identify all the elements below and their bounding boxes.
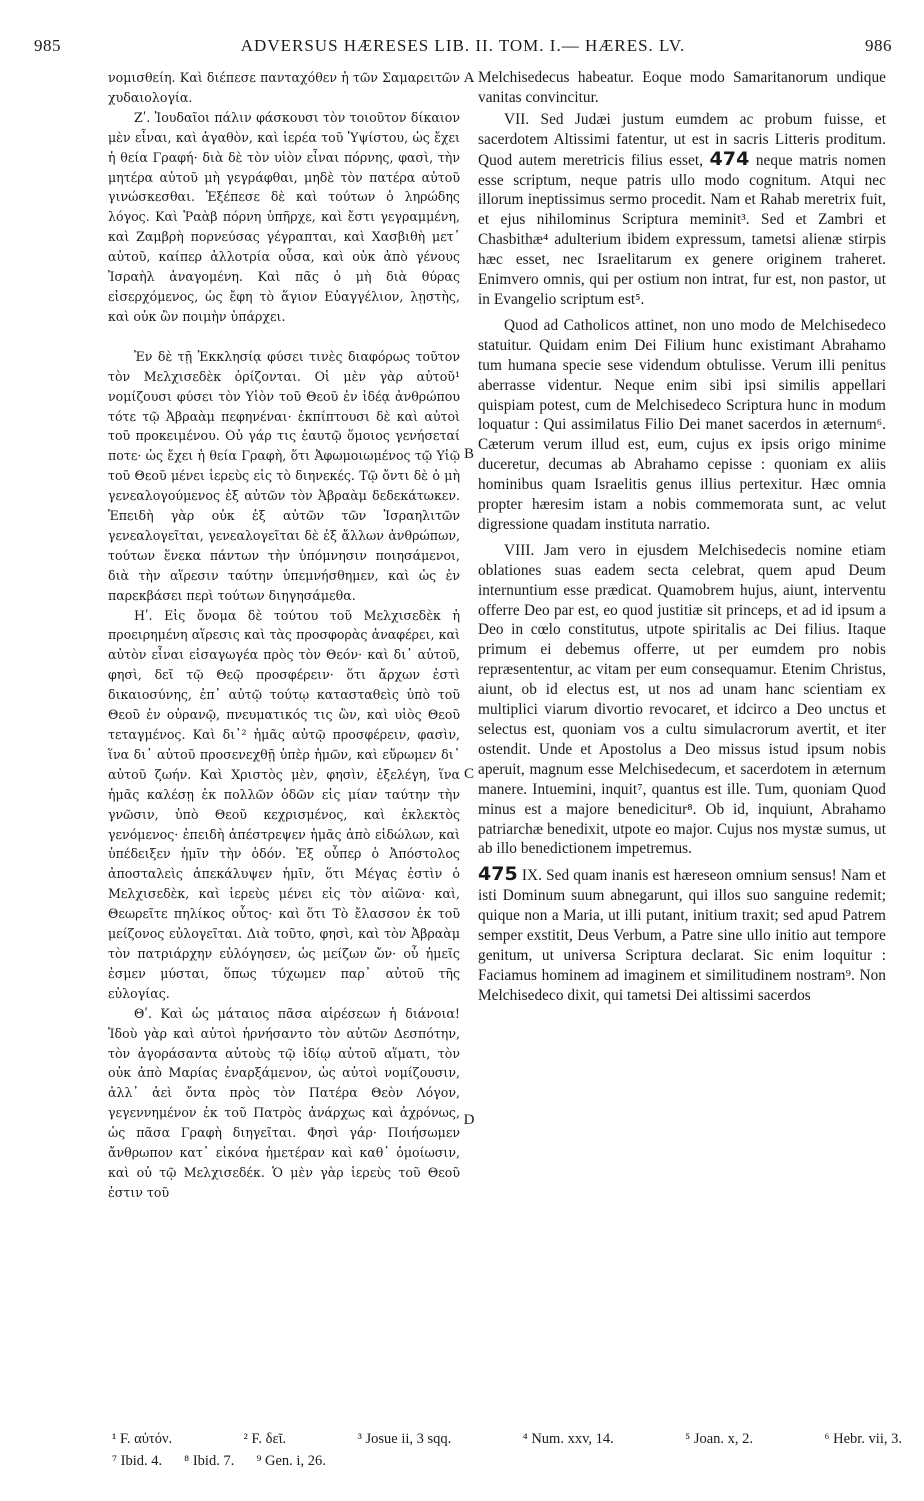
greek-paragraph: Ηʹ. Εἰς ὄνομα δὲ τούτου τοῦ Μελχισεδὲκ ἡ προειρημένη αἵρεσις καὶ τὰς προσφορὰς ἀναφέρει, καὶ αὐτὸν εἶναι εἰσαγωγέα πρὸς τὸν Θεόν· καὶ δι᾽ αὐτοῦ, φησὶ, δεῖ τῷ Θεῷ προσφέρειν· ὅτι ἄρχων ἐστὶ δικαιοσύνης, ἐπ᾽ αὐτῷ τούτῳ κατασταθεὶς ὑπὸ τοῦ Θεοῦ ἐν οὐρανῷ, πνευματικός τις ὢν, καὶ υἱὸς Θεοῦ τεταγμένος. Καὶ δι᾽² ἡμᾶς αὐτῷ προσφέρειν, φασὶν, ἵνα δι᾽ αὐτοῦ προσενεχθῇ ὑπὲρ ἡμῶν, καὶ εὕρωμεν δι᾽ αὐτοῦ ζωήν. Καὶ Χριστὸς μὲν, φησὶν, ἐξελέγη, ἵνα ἡμᾶς καλέσῃ ἐκ πολλῶν ὁδῶν εἰς μίαν ταύτην τὴν γνῶσιν, ὑπὸ Θεοῦ κεχρισμένος, καὶ ἐκλεκτὸς γενόμενος· ἐπειδὴ ἀπέστρεψεν ἡμᾶς ἀπὸ εἰδώλων, καὶ ὑπέδειξεν ἡμῖν τὴν ὁδόν. Ἐξ οὗπερ ὁ Ἀπόστολος ἀποσταλεὶς ἀπεκάλυψεν ἡμῖν, ὅτι Μέγας ἐστὶν ὁ Μελχισεδὲκ, καὶ ἱερεὺς μένει εἰς τὸν αἰῶνα· καὶ, Θεωρεῖτε πηλίκος οὗτος· καὶ ὅτι Τὸ ἔλασσον ἐκ τοῦ μείζονος εὐλογεῖται. Διὰ τοῦτο, φησὶ, καὶ τὸν Ἀβραὰμ τὸν πατριάρχην εὐλόγησεν, ὡς μείζων ὤν· οὗ ἡμεῖς ἐσμεν μύσται, ὅπως τύχωμεν παρ᾽ αὐτοῦ τῆς εὐλογίας.	[108, 607, 460, 1001]
footnote: ³ Josue ii, 3 sqq.	[357, 1431, 452, 1447]
margin-marker-b: B	[463, 446, 474, 462]
footnote: ⁹ Gen. i, 26.	[256, 1453, 326, 1469]
latin-paragraph-text: neque matris nomen esse scriptum, neque patris ullo modo cognitum. Atqui nec illorum ineptissimus sermo procedit. Nam et Rahab meretrix fuit, et ejus nihilominus Scriptura meminit³. Sed et Zambri et Chasbithæ⁴ adulterium ibidem expressum, tametsi alienæ stirpis hæc esset, nec Israelitarum ex genere originem traheret. Enimvero omnis, qui per ostium non intrat, fur est, non pastor, ut in Evangelio scriptum est⁵.	[478, 151, 887, 308]
edition-page-number: 474	[709, 147, 750, 170]
footnote: ² F. δεῖ.	[243, 1431, 287, 1447]
margin-markers	[460, 0, 478, 1501]
latin-paragraph: Melchisedecus habeatur. Eoque modo Samaritanorum undique vanitas convincitur.	[478, 69, 886, 106]
footnote: ⁵ Joan. x, 2.	[685, 1431, 754, 1447]
footnote: ⁷ Ibid. 4.	[112, 1453, 163, 1469]
footnotes	[112, 1428, 902, 1472]
greek-paragraph: νομισθείη. Καὶ διέπεσε πανταχόθεν ἡ τῶν Σαμαρειτῶν χυδαιολογία.	[108, 70, 460, 105]
latin-paragraph: VIII. Jam vero in ejusdem Melchisedecis nomine etiam oblationes suas eadem secta celebrat, quem apud Deum internuntium esse prædicat. Quamobrem hujus, aiunt, interventu offerre Deo par est, eo quod justitiæ sit princeps, et ad id ipsum a Deo in cœlo constitutus, utpote spiritalis ac Dei filius. Itaque primum ei debemus offerre, ut per eumdem pro nobis repræsententur, ac vitam per eum consequamur. Etenim Christus, aiunt, ob id electus est, ut nos ad unam hanc scientiam ex multiplici viarum divortio revocaret, et idcirco a Deo unctus et selectus est, quoniam vos a cultu simulacrorum avertit, et iter ostendit. Unde et Apostolus a Deo missus istud ipsum nobis aperuit, magnum esse Melchisedecum, et sacerdotem in æternum manere. Intuemini, inquit⁷, quantus est ille. Tum, quoniam Quod minus est a majore benedicitur⁸. Ob id, inquiunt, Abrahamo patriarchæ benedixit, utpote eo major. Cujus nos mystæ sumus, ut ab illo benedictionem impetremus.	[478, 541, 886, 858]
latin-paragraph-text: VII. Sed Judæi justum eumdem ac probum fuisse, et sacerdotem Altissimi fatentur, ut est in sacris Litteris proditum. Quod autem meretricis filius esset,	[478, 110, 886, 169]
greek-column	[108, 68, 460, 1203]
footnote: ⁶ Hebr. vii, 3.	[824, 1431, 902, 1447]
latin-paragraph	[478, 865, 886, 1005]
footnote-row	[112, 1450, 902, 1472]
footnote: ¹ F. αὐτόν.	[112, 1431, 173, 1447]
greek-paragraph: Ζʹ. Ἰουδαῖοι πάλιν φάσκουσι τὸν τοιοῦτον δίκαιον μὲν εἶναι, καὶ ἀγαθὸν, καὶ ἱερέα τοῦ Ὑψίστου, ὡς ἔχει ἡ θεία Γραφή· διὰ δὲ τὸν υἱὸν εἶναι πόρνης, φασὶ, τὴν μητέρα αὐτοῦ μὴ γεγράφθαι, μηδὲ τὸν πατέρα αὐτοῦ γινώσκεσθαι. Ἐξέπεσε δὲ καὶ τούτων ὁ ληρώδης λόγος. Καὶ Ῥαὰβ πόρνη ὑπῆρχε, καὶ ἔστι γεγραμμένη, καὶ Ζαμβρὴ πορνεύσας γέγραπται, καὶ Χασβιθὴ μετ᾽ αὐτοῦ, καίπερ ἀλλοτρία οὖσα, καὶ οὐκ ἀπὸ γένους Ἰσραὴλ ἀναγομένη. Καὶ πᾶς ὁ μὴ διὰ θύρας εἰσερχόμενος, ὡς ἔφη τὸ ἅγιον Εὐαγγέλιον, λῃστὴς, καὶ οὐκ ὢν ποιμὴν ὑπάρχει.	[108, 109, 460, 324]
margin-marker-d: D	[463, 1112, 475, 1128]
footnote: ⁴ Num. xxv, 14.	[522, 1431, 614, 1447]
latin-paragraph	[478, 110, 886, 310]
page-number-left: 985	[34, 36, 61, 55]
edition-page-number: 475	[478, 863, 518, 886]
margin-marker-c: C	[463, 766, 474, 782]
footnote: ⁸ Ibid. 7.	[184, 1453, 235, 1469]
footnote-row	[112, 1428, 902, 1450]
running-title: ADVERSUS HÆRESES LIB. II. TOM. I.— HÆRES. LV.	[240, 36, 686, 55]
greek-paragraph: Ἐν δὲ τῇ Ἐκκλησίᾳ φύσει τινὲς διαφόρως τοῦτον τὸν Μελχισεδὲκ ὁρίζονται. Οἱ μὲν γὰρ αὐτοῦ¹ νομίζουσι φύσει τὸν Υἱὸν τοῦ Θεοῦ ἐν ἰδέᾳ ἀνθρώπου τότε τῷ Ἀβραὰμ πεφηνέναι· ἐκπίπτουσι δὲ καὶ αὐτοὶ τοῦ προκειμένου. Οὐ γάρ τις ἑαυτῷ ὅμοιος γενήσεταί ποτε· ὡς ἔχει ἡ θεία Γραφὴ, ὅτι Ἀφωμοιωμένος τῷ Υἱῷ τοῦ Θεοῦ μένει ἱερεὺς εἰς τὸ διηνεκές. Τῷ ὄντι δὲ ὁ μὴ γενεαλογούμενος ἐξ αὐτῶν τὸν Ἀβραὰμ δεδεκάτωκεν. Ἐπειδὴ γὰρ οὐκ ἐξ αὐτῶν τῶν Ἰσραηλιτῶν γενεαλογεῖται, γενεαλογεῖται δὲ ἐξ ἄλλων ἀνθρώπων, τούτων ἕνεκα πάντων τὴν ὑπόμνησιν ποιησάμενοι, διὰ τὴν αἵρεσιν ταύτην ὑπεμνήσθημεν, καὶ ὡς ἐν παρεκβάσει περὶ τούτων διηγησάμεθα.	[108, 348, 460, 603]
latin-column	[478, 68, 886, 1006]
greek-paragraph: Θʹ. Καὶ ὡς μάταιος πᾶσα αἱρέσεων ἡ διάνοια! Ἰδοὺ γὰρ καὶ αὐτοὶ ἠρνήσαντο τὸν αὐτῶν Δεσπότην, τὸν ἀγοράσαντα αὐτοὺς τῷ ἰδίῳ αὐτοῦ αἵματι, τὸν οὐκ ἀπὸ Μαρίας ἐναρξάμενον, ὡς αὐτοὶ νομίζουσιν, ἀλλ᾽ ἀεὶ ὄντα πρὸς τὸν Πατέρα Θεὸν Λόγον, γεγεννημένον ἐκ τοῦ Πατρὸς ἀνάρχως καὶ ἀχρόνως, ὡς πᾶσα Γραφὴ διηγεῖται. Φησὶ γάρ· Ποιήσωμεν ἄνθρωπον κατ᾽ εἰκόνα ἡμετέραν καὶ καθ᾽ ὁμοίωσιν, καὶ οὐ τῷ Μελχισεδέκ. Ὁ μὲν γὰρ ἱερεὺς τοῦ Θεοῦ ἐστιν τοῦ	[108, 1005, 460, 1200]
latin-paragraph-text: IX. Sed quam inanis est hæreseon omnium sensus! Nam et isti Dominum suum abnegarunt, qui illos suo sanguine redemit; quique non a Maria, ut illi putant, initium traxit; sed apud Patrem semper exstitit, Deus Verbum, a Patre sine ullo initio aut tempore genitum, ut universa Scriptura declarat. Sic enim loquitur : Faciamus hominem ad imaginem et similitudinem nostram⁹. Non Melchisedeco dixit, qui tametsi Dei altissimi sacerdos	[478, 867, 886, 1004]
latin-paragraph: Quod ad Catholicos attinet, non uno modo de Melchisedeco statuitur. Quidam enim Dei Filium hunc existimant Abrahamo tum humana specie sese videndum obtulisse. Verum illi penitus aberrasse videntur. Neque enim sibi ipsi similis appellari quispiam potest, cum de Melchisedeco Scriptura hunc in modum loquatur : Qui assimilatus Filio Dei manet sacerdos in æternum⁶. Cæterum verum illud est, eum, cujus ex ipsis origo minime duceretur, decumas ab Abrahamo cepisse : quoniam ex aliis hominibus quam Israelitis genus illius pertexitur. Hæc omnia propter hæresim istam a nobis commemorata sunt, ac velut digressione quadam instituta narratio.	[478, 316, 886, 533]
margin-marker-a: A	[463, 70, 475, 86]
page-number-right: 986	[865, 36, 892, 55]
